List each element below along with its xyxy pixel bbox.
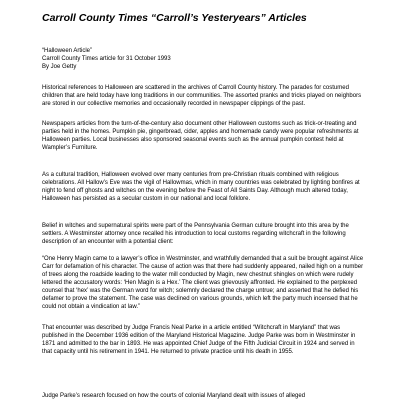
paragraph: Newspapers articles from the turn-of-the-century also document other Halloween customs such as trick-or-treating and parties held in the homes. Pumpkin pie, gingerbread, cider, apples and homemade candy were popular refreshments at Halloween parties. Local businesses also sponsored seasonal events such as the annual pumpkin contest held at Wampler’s Furniture. <box>42 121 359 151</box>
page-title: Carroll County Times “Carroll’s Yesteryears” Articles <box>42 12 307 24</box>
block-quote: “One Henry Magin came to a lawyer’s office in Westminster, and wrathfully demanded that a suit be brought against Alice Carr for defamation of his character. The cause of action was that there had suddenly appeared, nailed high on a number of trees along the roadside leading to the water mill conducted by Magin, new chestnut shingles on which were rudely lettered the accusatory words: ‘Hen Magin is a Hex.’ The client was grievously affronted. He explained to the perplexed counsel that ‘hex’ was the German word for witch; solemnly declared the charge untrue; and asserted that he defied his defamer to prove the statement. The case was declined on various grounds, which left the party much incensed that he could not obtain a vindication at law.” <box>42 256 364 310</box>
paragraph: As a cultural tradition, Halloween evolved over many centuries from pre-Christian rituals combined with religious celebrations. All Hallow’s Eve was the vigil of Hallowmas, which in many countries was celebrated by lighting bonfires at night to fend off ghosts and witches on the evening before the Feast of All Saints Day. Although much altered today, Halloween has persisted as a secular custom in our national and local folklore. <box>42 172 360 202</box>
article-source: Carroll County Times article for 31 October 1993 <box>42 56 171 62</box>
article-title: “Halloween Article” <box>42 48 93 54</box>
paragraph: Judge Parke’s research focused on how the courts of colonial Maryland dealt with issues of alleged <box>42 393 306 399</box>
paragraph: Belief in witches and supernatural spirits were part of the Pennsylvania German culture brought into this area by the settlers. A Westminster attorney once recalled his introduction to local customs regarding witchcraft in the following description of an encounter with a potential client: <box>42 223 349 245</box>
paragraph: Historical references to Halloween are scattered in the archives of Carroll County history. The parades for costumed children that are held today have long traditions in our communities. The assorted pranks and tricks played on neighbors are stored in our collective memories and occasionally recorded in newspaper clippings of the past. <box>42 85 362 107</box>
article-author: By Joe Getty <box>42 64 77 70</box>
paragraph: That encounter was described by Judge Francis Neal Parke in a article entitled “Witchcraft in Maryland” that was published in the December 1936 edition of the Maryland Historical Magazine. Judge Parke was born in Westminster in 1871 and admitted to the bar in 1893. He was appointed Chief Judge of the Fifth Judicial Circuit in 1924 and served in that capacity until his retirement in 1941. He returned to private practice until his death in 1955. <box>42 325 356 355</box>
article-meta <box>42 47 171 71</box>
